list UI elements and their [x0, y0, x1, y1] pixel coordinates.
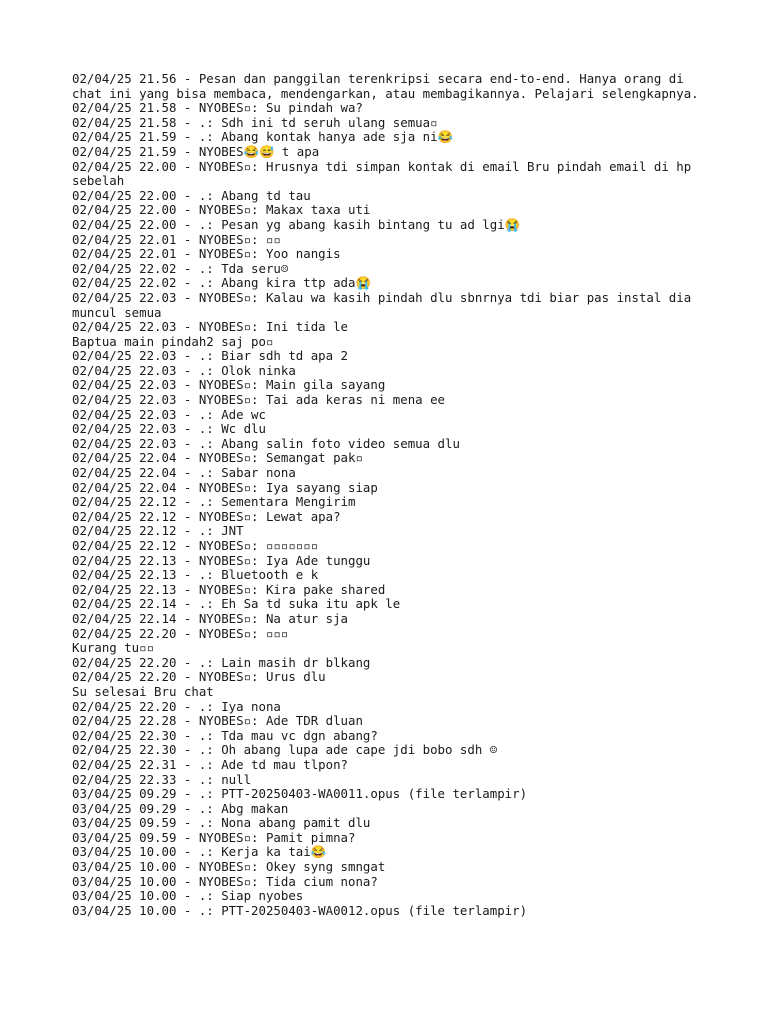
chat-line: 02/04/25 22.20 - NYOBES▫: ▫▫▫ — [72, 625, 289, 641]
chat-line: 02/04/25 22.00 - .: Pesan yg abang kasih bintang tu ad lgi😭 — [72, 216, 521, 232]
chat-line: 02/04/25 22.13 - .: Bluetooth e k — [72, 567, 319, 583]
chat-line: 03/04/25 09.59 - NYOBES▫: Pamit pimna? — [72, 829, 356, 845]
chat-line: 02/04/25 22.03 - NYOBES▫: Ini tida le — [72, 319, 349, 335]
chat-line: 02/04/25 21.58 - NYOBES▫: Su pindah wa? — [72, 100, 363, 116]
chat-line: 02/04/25 22.00 - NYOBES▫: Makax taxa uti — [72, 202, 371, 218]
chat-line: 02/04/25 22.12 - NYOBES▫: Lewat apa? — [72, 508, 341, 524]
chat-line: 02/04/25 22.14 - NYOBES▫: Na atur sja — [72, 610, 349, 626]
chat-line: 02/04/25 21.59 - NYOBES😂😅 t apa — [72, 143, 320, 159]
chat-line: 02/04/25 22.14 - .: Eh Sa td suka itu apk le — [72, 596, 401, 612]
chat-line: 02/04/25 21.56 - Pesan dan panggilan terenkripsi secara end-to-end. Hanya orang di chat ini yang bisa membaca, mendengarkan, atau membagikannya. Pelajari selengkapnya. — [72, 71, 699, 101]
chat-line: 02/04/25 22.30 - .: Tda mau vc dgn abang? — [72, 727, 378, 743]
chat-line: 02/04/25 22.00 - NYOBES▫: Hrusnya tdi simpan kontak di email Bru pindah email di hp sebelah — [72, 158, 699, 189]
chat-line: 02/04/25 22.02 - .: Abang kira ttp ada😭 — [72, 275, 371, 291]
chat-export-text — [72, 72, 712, 918]
chat-line: 02/04/25 22.31 - .: Ade td mau tlpon? — [72, 756, 349, 772]
chat-line: 02/04/25 22.04 - NYOBES▫: Iya sayang siap — [72, 479, 378, 495]
chat-line: 02/04/25 22.02 - .: Tda seru☹ — [72, 260, 289, 276]
chat-line: 02/04/25 22.13 - NYOBES▫: Iya Ade tunggu — [72, 552, 371, 568]
chat-line: 02/04/25 22.01 - NYOBES▫: ▫▫ — [72, 231, 281, 247]
chat-line: 02/04/25 22.12 - NYOBES▫: ▫▫▫▫▫▫▫ — [72, 538, 319, 553]
chat-line: 02/04/25 22.20 - .: Iya nona — [72, 698, 281, 714]
chat-line: 02/04/25 21.59 - .: Abang kontak hanya ade sja ni😂 — [72, 129, 453, 145]
chat-line: Su selesai Bru chat — [72, 683, 214, 699]
chat-line: 02/04/25 22.28 - NYOBES▫: Ade TDR dluan — [72, 713, 363, 729]
chat-line: 02/04/25 22.03 - .: Abang salin foto video semua dlu — [72, 435, 460, 451]
chat-line: 02/04/25 22.33 - .: null — [72, 771, 252, 787]
chat-line: 02/04/25 22.13 - NYOBES▫: Kira pake shared — [72, 581, 386, 597]
chat-line: 02/04/25 22.03 - .: Ade wc — [72, 406, 266, 422]
chat-line: 03/04/25 09.29 - .: Abg makan — [72, 800, 289, 816]
chat-line: 03/04/25 10.00 - .: Siap nyobes — [72, 888, 304, 904]
chat-line: Baptua main pindah2 saj po▫ — [72, 333, 274, 349]
chat-line: 02/04/25 22.03 - NYOBES▫: Main gila sayang — [72, 377, 386, 393]
chat-line: 03/04/25 10.00 - NYOBES▫: Okey syng smngat — [72, 859, 386, 875]
chat-line: 03/04/25 10.00 - .: PTT-20250403-WA0012.opus (file terlampir) — [72, 902, 528, 918]
chat-line: 02/04/25 22.12 - .: JNT — [72, 523, 244, 539]
chat-line: 02/04/25 22.20 - NYOBES▫: Urus dlu — [72, 669, 326, 685]
chat-line: 02/04/25 22.20 - .: Lain masih dr blkang — [72, 654, 371, 670]
chat-line: 03/04/25 10.00 - NYOBES▫: Tida cium nona? — [72, 873, 378, 889]
chat-line: 02/04/25 22.03 - NYOBES▫: Kalau wa kasih pindah dlu sbnrnya tdi biar pas instal dia muncul semua — [72, 289, 699, 320]
chat-line: 02/04/25 21.58 - .: Sdh ini td seruh ulang semua▫ — [72, 114, 438, 130]
chat-line: 02/04/25 22.04 - NYOBES▫: Semangat pak▫ — [72, 450, 363, 466]
chat-line: Kurang tu▫▫ — [72, 640, 155, 656]
chat-line: 03/04/25 09.59 - .: Nona abang pamit dlu — [72, 815, 371, 831]
chat-line: 02/04/25 22.01 - NYOBES▫: Yoo nangis — [72, 246, 341, 262]
chat-line: 02/04/25 22.03 - .: Wc dlu — [72, 421, 266, 437]
chat-line: 02/04/25 22.12 - .: Sementara Mengirim — [72, 494, 356, 510]
chat-line: 02/04/25 22.03 - .: Biar sdh td apa 2 — [72, 348, 349, 364]
chat-line: 03/04/25 10.00 - .: Kerja ka tai😂 — [72, 844, 327, 860]
chat-line: 02/04/25 22.30 - .: Oh abang lupa ade cape jdi bobo sdh ☺ — [72, 742, 498, 758]
chat-line: 02/04/25 22.03 - .: Olok ninka — [72, 362, 296, 378]
chat-line: 02/04/25 22.04 - .: Sabar nona — [72, 465, 296, 481]
chat-line: 02/04/25 22.00 - .: Abang td tau — [72, 187, 311, 203]
chat-line: 02/04/25 22.03 - NYOBES▫: Tai ada keras ni mena ee — [72, 392, 445, 408]
chat-line: 03/04/25 09.29 - .: PTT-20250403-WA0011.opus (file terlampir) — [72, 786, 528, 802]
